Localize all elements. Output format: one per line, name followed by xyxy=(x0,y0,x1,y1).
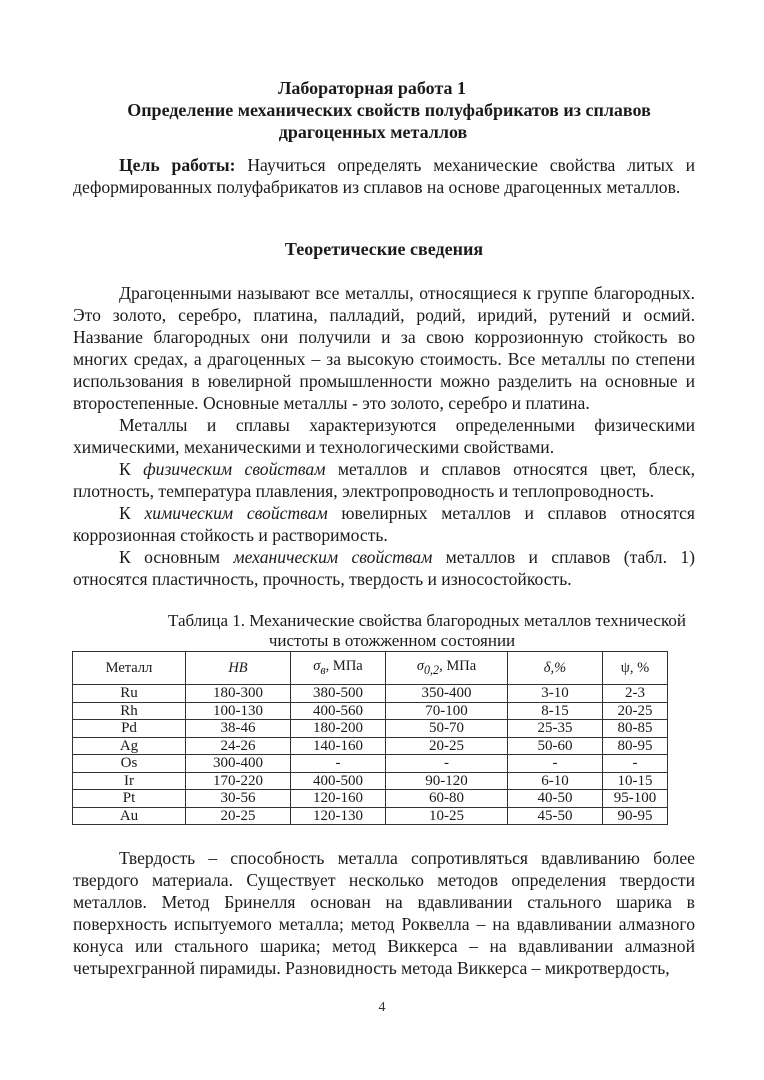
cell-psi: - xyxy=(603,755,668,773)
cell-sigma-02: 60-80 xyxy=(386,790,508,808)
cell-hb: 24-26 xyxy=(186,737,291,755)
cell-metal: Rh xyxy=(73,702,186,720)
text: К xyxy=(119,503,145,523)
header-sigma-02 xyxy=(386,652,508,685)
emphasis: химическим свойствам xyxy=(144,503,328,523)
cell-sigma-b: 120-160 xyxy=(291,790,386,808)
text: ювелирных металлов и сплавов относятся коррозионная стойкость и растворимость. xyxy=(73,503,695,545)
cell-sigma-b: 380-500 xyxy=(291,685,386,703)
table-row xyxy=(73,737,668,755)
cell-delta: 3-10 xyxy=(508,685,603,703)
hardness-text xyxy=(73,847,695,979)
cell-sigma-02: 50-70 xyxy=(386,720,508,738)
caption-line-2: чистоты в отожженном состоянии xyxy=(268,631,516,650)
cell-metal: Pt xyxy=(73,790,186,808)
header-delta: δ,% xyxy=(508,652,603,685)
subscript: в xyxy=(320,662,326,677)
cell-psi: 90-95 xyxy=(603,807,668,825)
title-line-3: драгоценных металлов xyxy=(278,122,468,142)
cell-metal: Ir xyxy=(73,772,186,790)
table-caption xyxy=(72,611,712,651)
table-header-row xyxy=(73,652,668,685)
text: металлов и сплавов относятся цвет, блеск, плотность, температура плавления, электропроводность и теплопроводность. xyxy=(73,459,695,501)
cell-sigma-02: 90-120 xyxy=(386,772,508,790)
cell-delta: 50-60 xyxy=(508,737,603,755)
cell-delta: 45-50 xyxy=(508,807,603,825)
cell-sigma-b: 400-560 xyxy=(291,702,386,720)
table-row xyxy=(73,720,668,738)
cell-sigma-b: 120-130 xyxy=(291,807,386,825)
table-row xyxy=(73,702,668,720)
goal-paragraph xyxy=(73,154,695,198)
page-number: 4 xyxy=(378,1000,386,1015)
cell-sigma-02: 20-25 xyxy=(386,737,508,755)
unit: , МПа xyxy=(325,658,363,675)
paragraph-mechanical xyxy=(73,546,695,590)
cell-metal: Au xyxy=(73,807,186,825)
emphasis: механическим свойствам xyxy=(233,547,433,567)
cell-psi: 10-15 xyxy=(603,772,668,790)
table-row xyxy=(73,807,668,825)
cell-delta: 6-10 xyxy=(508,772,603,790)
text: металлов и сплавов (табл. 1) относятся пластичность, прочность, твердость и износостойкость. xyxy=(73,547,695,589)
cell-sigma-b: 400-500 xyxy=(291,772,386,790)
cell-sigma-b: 180-200 xyxy=(291,720,386,738)
sigma-symbol: σ xyxy=(416,658,424,675)
cell-hb: 100-130 xyxy=(186,702,291,720)
cell-psi: 80-95 xyxy=(603,737,668,755)
text: К основным xyxy=(119,547,234,567)
cell-hb: 180-300 xyxy=(186,685,291,703)
cell-sigma-02: - xyxy=(386,755,508,773)
cell-hb: 38-46 xyxy=(186,720,291,738)
cell-sigma-02: 350-400 xyxy=(386,685,508,703)
section-heading: Теоретические сведения xyxy=(284,239,484,259)
cell-metal: Os xyxy=(73,755,186,773)
emphasis: физическим свойствам xyxy=(143,459,326,479)
cell-psi: 20-25 xyxy=(603,702,668,720)
header-metal: Металл xyxy=(73,652,186,685)
paragraph-precious-metals: Драгоценными называют все металлы, относящиеся к группе благородных. Это золото, серебро, платина, палладий, родий, иридий, рутений и осмий. Название благородных они получили и за свою коррозионную стойкость во многих средах, а драгоценных – за высокую стоимость. Все металлы по степени использования в ювелирной промышленности можно разделить на основные и второстепенные. Основные металлы - это золото, серебро и платина. xyxy=(73,283,695,413)
table-row xyxy=(73,685,668,703)
lab-title xyxy=(73,77,667,143)
paragraph-properties: Металлы и сплавы характеризуются определенными физическими химическими, механическими и технологическими свойствами. xyxy=(73,415,695,457)
cell-sigma-02: 70-100 xyxy=(386,702,508,720)
cell-hb: 20-25 xyxy=(186,807,291,825)
table-row xyxy=(73,772,668,790)
unit: , МПа xyxy=(439,658,477,675)
caption-line-1: Таблица 1. Механические свойства благородных металлов технической xyxy=(168,611,686,630)
paragraph-hardness: Твердость – способность металла сопротивляться вдавливанию более твердого материала. Существует несколько методов определения твердости металлов. Метод Бринелля основан на вдавливании стального шарика в поверхность испытуемого металла; метод Роквелла – на вдавливании алмазного конуса или стального шарика; метод Виккерса – на вдавливании алмазной четырехгранной пирамиды. Разновидность метода Виккерса – микротвердость, xyxy=(73,848,695,978)
cell-delta: - xyxy=(508,755,603,773)
cell-psi: 2-3 xyxy=(603,685,668,703)
goal-label: Цель работы: xyxy=(119,155,236,175)
title-line-1: Лабораторная работа 1 xyxy=(277,78,467,98)
subscript: 0,2 xyxy=(423,662,440,677)
cell-metal: Ag xyxy=(73,737,186,755)
cell-delta: 8-15 xyxy=(508,702,603,720)
cell-metal: Pd xyxy=(73,720,186,738)
header-hb: HB xyxy=(186,652,291,685)
cell-sigma-b: 140-160 xyxy=(291,737,386,755)
cell-sigma-02: 10-25 xyxy=(386,807,508,825)
header-sigma-b xyxy=(291,652,386,685)
header-psi: ψ, % xyxy=(603,652,668,685)
cell-sigma-b: - xyxy=(291,755,386,773)
cell-hb: 170-220 xyxy=(186,772,291,790)
paragraph-physical xyxy=(73,458,695,502)
table-row xyxy=(73,790,668,808)
cell-delta: 25-35 xyxy=(508,720,603,738)
goal-text: Научиться определять механические свойства литых и деформированных полуфабрикатов из сплавов на основе драгоценных металлов. xyxy=(73,155,695,197)
cell-metal: Ru xyxy=(73,685,186,703)
sigma-symbol: σ xyxy=(313,658,321,675)
cell-hb: 30-56 xyxy=(186,790,291,808)
cell-psi: 95-100 xyxy=(603,790,668,808)
text: К xyxy=(119,459,144,479)
table-row xyxy=(73,755,668,773)
cell-hb: 300-400 xyxy=(186,755,291,773)
title-line-2: Определение механических свойств полуфабрикатов из сплавов xyxy=(127,100,651,120)
cell-delta: 40-50 xyxy=(508,790,603,808)
cell-psi: 80-85 xyxy=(603,720,668,738)
paragraph-chemical xyxy=(73,502,695,546)
mechanical-properties-table xyxy=(72,651,668,825)
theory-text xyxy=(73,282,695,590)
